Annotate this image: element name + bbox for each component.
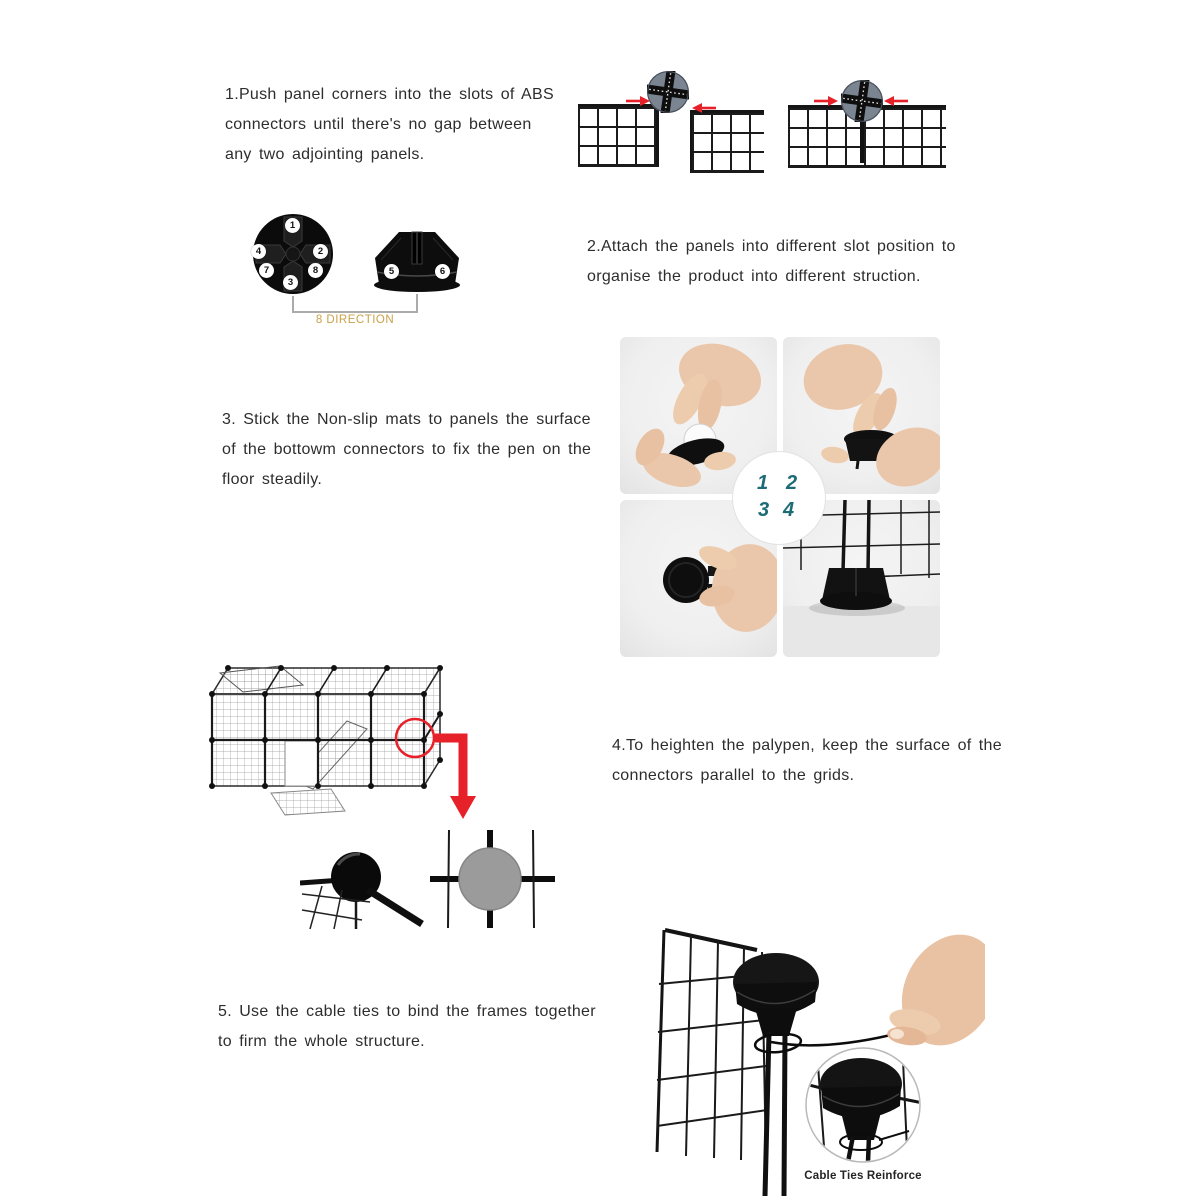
step5-line2: to firm the whole structure. (218, 1033, 425, 1050)
direction-badge-4: 4 (251, 244, 266, 259)
step1-line3: any two adjointing panels. (225, 146, 425, 163)
push-arrow-right-icon (814, 95, 838, 107)
direction-bracket (292, 311, 418, 313)
direction-badge-2: 2 (313, 244, 328, 259)
step5-line1: 5. Use the cable ties to bind the frames together (218, 1003, 596, 1020)
direction-badge-8: 8 (308, 263, 323, 278)
direction-badge-6: 6 (435, 264, 450, 279)
abs-connector-side-view (371, 228, 463, 294)
step2-line1: 2.Attach the panels into different slot position to (587, 238, 956, 255)
step5-text (218, 997, 596, 1057)
step1-text (225, 80, 554, 170)
cable-tie-photo (645, 900, 985, 1200)
wire-panel-left (578, 104, 659, 167)
photo-step-1: 1 (757, 472, 769, 494)
push-arrow-left-icon (884, 95, 908, 107)
step2-line2: organise the product into different struction. (587, 268, 921, 285)
direction-bracket (416, 294, 418, 312)
push-arrow-left-icon (692, 102, 716, 114)
step3-line3: floor steadily. (222, 471, 323, 488)
step4-line1: 4.To heighten the palypen, keep the surface of the (612, 737, 1002, 754)
connector-zoom-photos (300, 830, 555, 930)
step1-line1: 1.Push panel corners into the slots of ABS (225, 86, 554, 103)
connector-joint-inset-icon (841, 80, 883, 122)
step4-line2: connectors parallel to the grids. (612, 767, 855, 784)
step1-line2: connectors until there's no gap between (225, 116, 532, 133)
step3-text (222, 405, 591, 495)
step4-text (612, 731, 1002, 791)
photo-step-3: 3 (758, 499, 770, 521)
direction-badge-3: 3 (283, 275, 298, 290)
connector-joint-inset-icon (647, 71, 689, 113)
direction-badge-1: 1 (285, 218, 300, 233)
step2-text (587, 232, 956, 292)
direction-label: 8 DIRECTION (315, 314, 395, 326)
hand-illustration (883, 918, 985, 1063)
playpen-illustration (195, 653, 485, 823)
photo-step-number-circle (732, 451, 826, 545)
direction-bracket (292, 296, 294, 312)
push-arrow-right-icon (626, 95, 650, 107)
direction-badge-5: 5 (384, 264, 399, 279)
step3-line2: of the bottowm connectors to fix the pen on the (222, 441, 592, 458)
direction-badge-7: 7 (259, 263, 274, 278)
cable-ties-label: Cable Ties Reinforce (804, 1170, 922, 1182)
zoom-arrow-head-icon (450, 796, 476, 819)
step3-line1: 3. Stick the Non-slip mats to panels the surface (222, 411, 591, 428)
photo-step-2: 2 (786, 472, 798, 494)
photo-step-4: 4 (783, 499, 795, 521)
wire-panel-right (690, 110, 764, 173)
